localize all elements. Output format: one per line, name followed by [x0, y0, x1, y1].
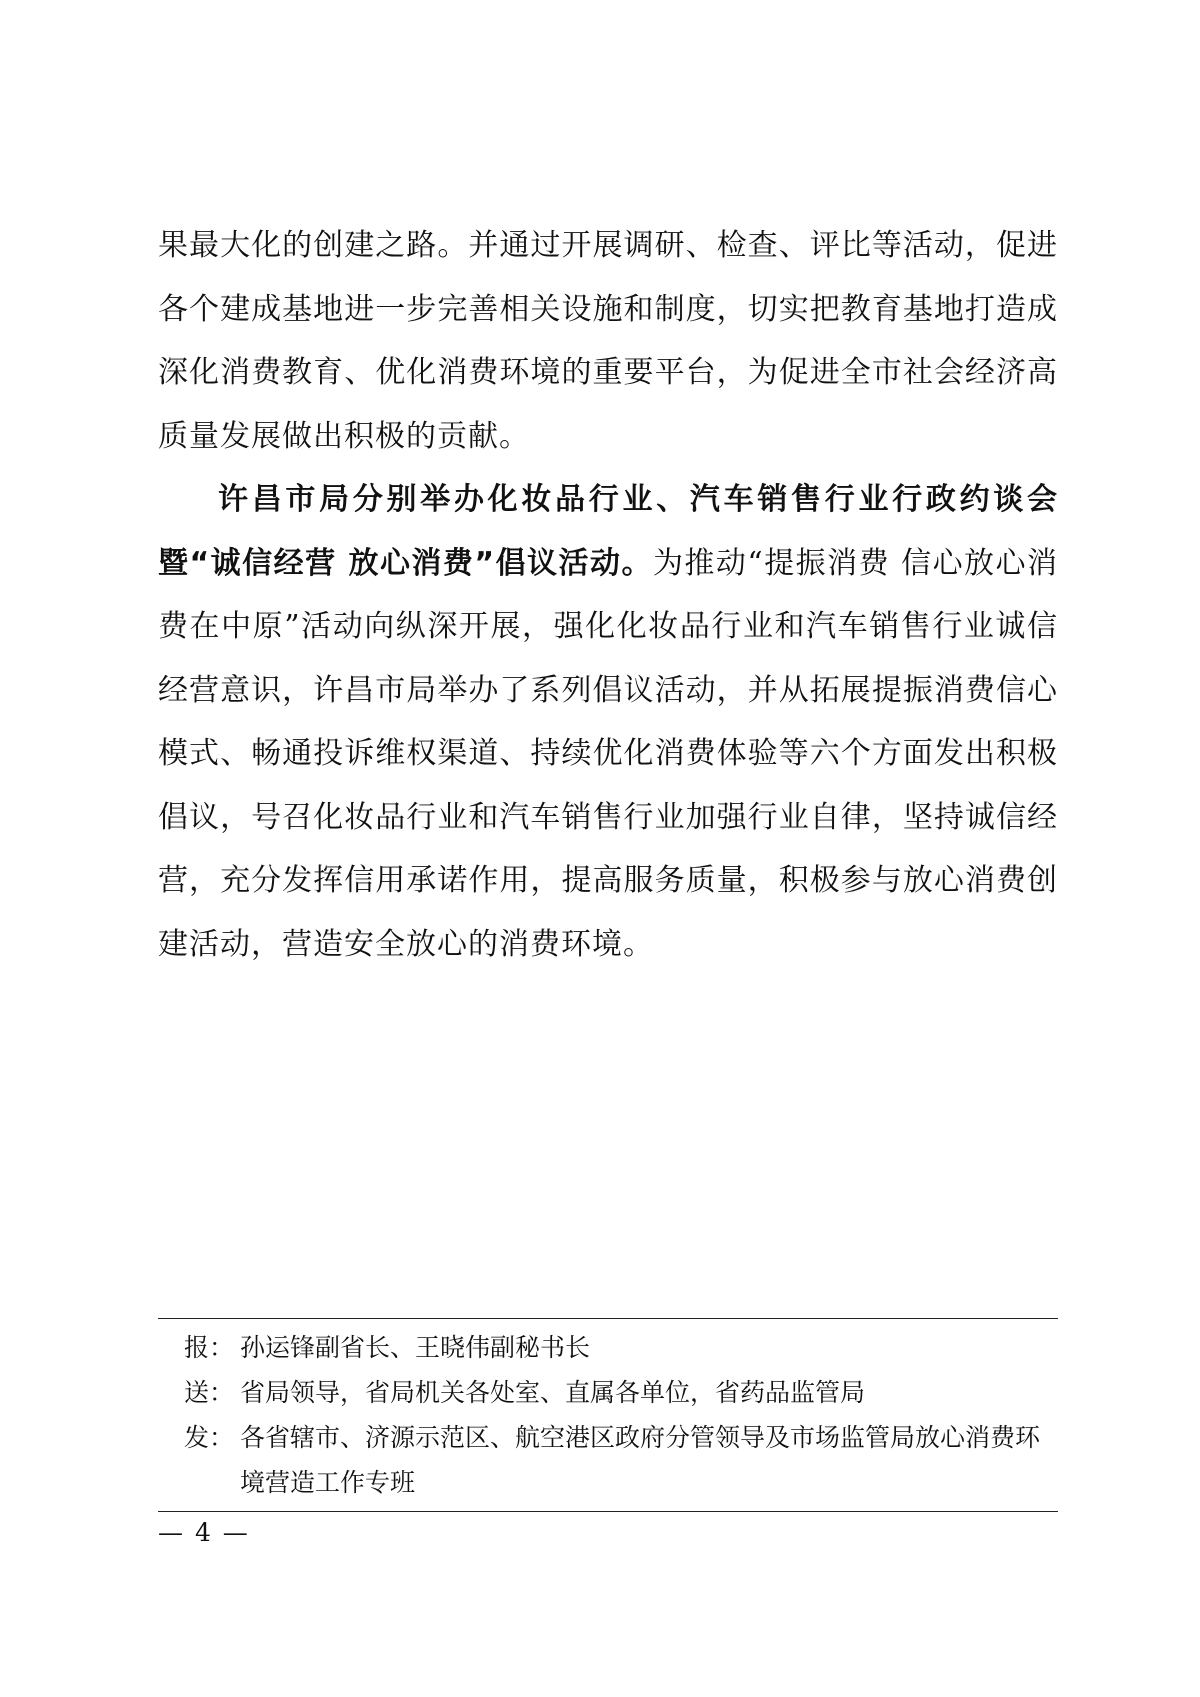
distribution-row-send: [158, 1370, 1058, 1415]
page-number: — 4 —: [158, 1518, 250, 1547]
body-text: [158, 214, 1058, 976]
issue-label: 发：: [184, 1423, 235, 1452]
distribution-row-report: [158, 1325, 1058, 1370]
distribution-list: [158, 1319, 1058, 1511]
report-label: 报：: [184, 1333, 235, 1362]
send-recipients: 省局领导，省局机关各处室、直属各单位，省药品监管局: [240, 1378, 866, 1407]
issue-recipients: 各省辖市、济源示范区、航空港区政府分管领导及市场监管局放心消费环境营造工作专班: [240, 1423, 1041, 1497]
distribution-row-issue: [158, 1415, 1058, 1505]
distribution-block: [158, 1318, 1058, 1512]
paragraph-heading: 许昌市局分别举办化妆品行业、汽车销售行业行政约谈会暨“诚信经营 放心消费”倡议活动。: [158, 482, 1058, 581]
paragraph-continuation: 果最大化的创建之路。并通过开展调研、检查、评比等活动，促进各个建成基地进一步完善相关设施和制度，切实把教育基地打造成深化消费教育、优化消费环境的重要平台，为促进全市社会经济高质量发展做出积极的贡献。: [158, 228, 1058, 454]
paragraph-xuchang: [158, 468, 1058, 976]
bottom-divider: [158, 1511, 1058, 1512]
report-recipients: 孙运锋副省长、王晓伟副秘书长: [240, 1333, 591, 1362]
send-label: 送：: [184, 1378, 235, 1407]
paragraph-body: 为推动“提振消费 信心放心消费在中原”活动向纵深开展，强化化妆品行业和汽车销售行业诚信经营意识，许昌市局举办了系列倡议活动，并从拓展提振消费信心模式、畅通投诉维权渠道、持续优化消费体验等六个方面发出积极倡议，号召化妆品行业和汽车销售行业加强行业自律，坚持诚信经营，充分发挥信用承诺作用，提高服务质量，积极参与放心消费创建活动，营造安全放心的消费环境。: [158, 545, 1058, 962]
